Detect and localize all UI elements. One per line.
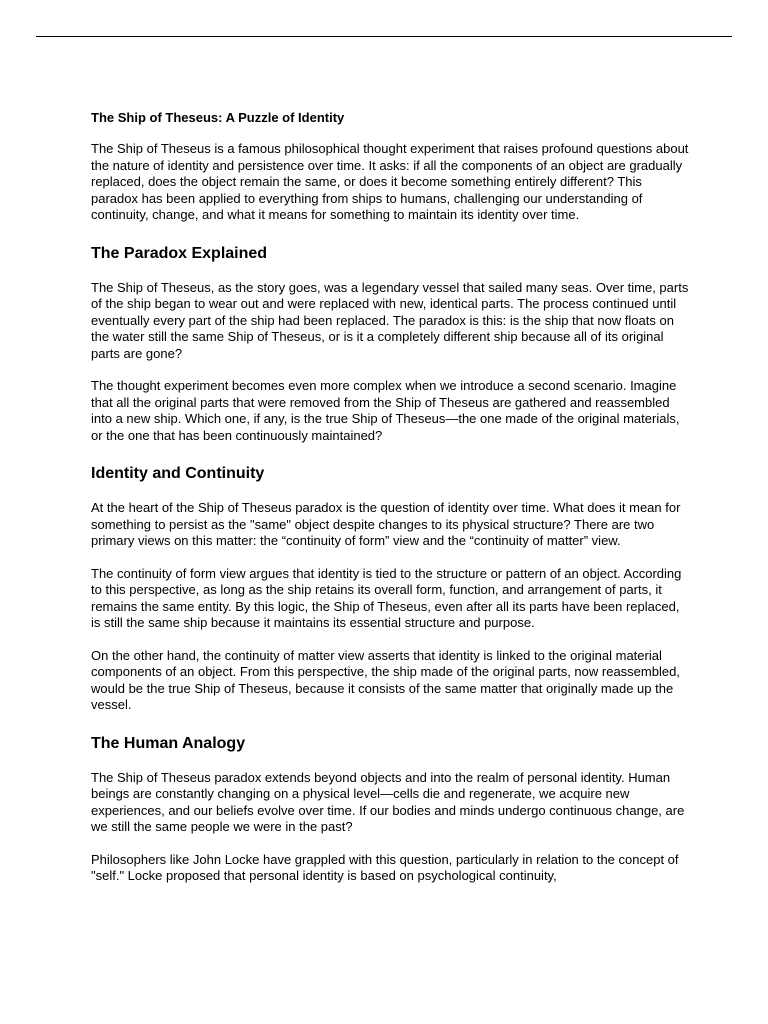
- section-paragraph: The thought experiment becomes even more complex when we introduce a second scenario. Imagine that all the original parts that were removed from the Ship of Theseus are gathered and reassembled into a new ship. Which one, if any, is the true Ship of Theseus—the one made of the original materials, or the one that has been continuously maintained?: [91, 378, 680, 443]
- section-heading: The Paradox Explained: [91, 244, 268, 262]
- section-paragraph: On the other hand, the continuity of matter view asserts that identity is linked to the original material components of an object. From this perspective, the ship made of the original parts, now reassembled, would be the true Ship of Theseus, because it consists of the same matter that originally made up the vessel.: [91, 647, 680, 712]
- section-paragraph: At the heart of the Ship of Theseus paradox is the question of identity over time. What does it mean for something to persist as the "same" object despite changes to its physical structure? There are two primary views on this matter: the “continuity of form” view and the “continuity of matter” view.: [91, 500, 681, 548]
- intro-paragraph: The Ship of Theseus is a famous philosophical thought experiment that raises profound questions about the nature of identity and persistence over time. It asks: if all the components of an object are gradually replaced, does the object remain the same, or does it become something entirely different? This paradox has been applied to everything from ships to humans, challenging our understanding of continuity, change, and what it means for something to maintain its identity over time.: [91, 141, 689, 222]
- section-heading: The Human Analogy: [91, 734, 246, 752]
- section-paradox-explained: [91, 244, 691, 445]
- section-human-analogy: [91, 734, 691, 885]
- section-paragraph: The continuity of form view argues that identity is tied to the structure or pattern of an object. According to this perspective, as long as the ship retains its overall form, function, and arrangement of parts, it remains the same entity. By this logic, the Ship of Theseus, even after all its parts have been replaced, is still the same ship because it maintains its essential structure and purpose.: [91, 565, 682, 630]
- section-identity-continuity: [91, 464, 691, 714]
- section-paragraph: The Ship of Theseus, as the story goes, was a legendary vessel that sailed many seas. Over time, parts of the ship began to wear out and were replaced with new, identical parts. The process continued until eventually every part of the ship had been replaced. The paradox is this: is the ship that now floats on the water still the same Ship of Theseus, or is it a completely different ship because all of its original parts are gone?: [91, 279, 689, 361]
- section-paragraph: Philosophers like John Locke have grappled with this question, particularly in relation to the concept of "self." Locke proposed that personal identity is based on psychological continuity,: [91, 851, 679, 883]
- section-paragraph: The Ship of Theseus paradox extends beyond objects and into the realm of personal identity. Human beings are constantly changing on a physical level—cells die and regenerate, we acquire new experiences, and our beliefs evolve over time. If our bodies and minds undergo continuous change, are we still the same people we were in the past?: [91, 769, 685, 834]
- document-body: [91, 110, 691, 901]
- section-heading: Identity and Continuity: [91, 465, 265, 482]
- header-rule: [36, 36, 732, 37]
- document-title: The Ship of Theseus: A Puzzle of Identity: [91, 110, 345, 125]
